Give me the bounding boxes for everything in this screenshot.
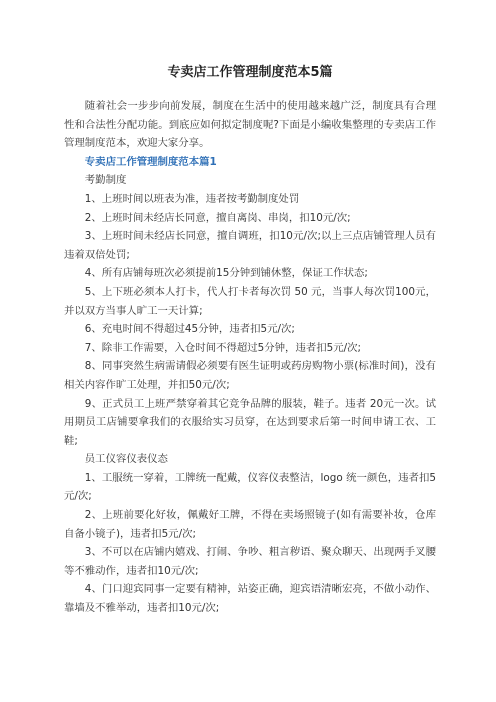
rule-item: 4、门口迎宾同事一定要有精神，站姿正确，迎宾语清晰宏亮，不做小动作、靠墙及不雅举动，违者扣10元/次; [64,583,436,615]
document-title: 专卖店工作管理制度范本5篇 [167,65,333,80]
rule-item: 8、同事突然生病需请假必须要有医生证明或药房购物小票(标准时间)，没有相关内容作旷工处理，并扣50元/次; [64,360,436,391]
rule-item: 7、除非工作需要，入仓时间不得超过5分钟，违者扣5元/次; [84,341,362,354]
section-heading-appearance: 员工仪容仪表仪态 [84,453,168,466]
rule-item: 1、工服统一穿着，工牌统一配戴，仪容仪表整洁，logo 统一颜色，违者扣5元/次; [64,471,436,503]
intro-paragraph: 随着社会一步步向前发展，制度在生活中的使用越来越广泛，制度具有合理性和合法性分配功能。到底应如何拟定制度呢?下面是小编收集整理的专卖店工作管理制度范本，欢迎大家分享。 [64,100,436,150]
rule-item: 3、上班时间未经店长同意，擅自调班，扣10元/次;以上三点店铺管理人员有违着双倍处罚; [64,230,436,261]
rule-item: 2、上班前要化好妆，佩戴好工牌，不得在卖场照镜子(如有需要补妆，仓库自备小镜子)，违者扣5元/次; [64,509,436,540]
section-heading-attendance: 考勤制度 [84,174,127,187]
rule-item: 5、上下班必须本人打卡，代人打卡者每次罚 50 元，当事人每次罚100元，并以双方当事人旷工一天计算; [64,285,436,317]
subheading: 专卖店工作管理制度范本篇1 [84,155,217,168]
rule-item: 2、上班时间未经店长同意，擅自离岗、串岗，扣10元/次; [84,211,351,224]
rule-item: 3、不可以在店铺内嬉戏、打闹、争吵、粗言秽语、聚众聊天、出现两手叉腰等不雅动作，违者扣10元/次; [64,546,436,577]
rule-item: 1、上班时间以班表为准，违者按考勤制度处罚 [84,192,300,205]
rule-item: 6、充电时间不得超过45分钟，违者扣5元/次; [84,323,295,336]
rule-item: 9、正式员工上班严禁穿着其它竞争品牌的服装，鞋子。违者 20元一次。试用期员工店铺要拿我们的衣服给实习员穿，在达到要求后第一时间申请工衣、工鞋; [64,397,436,447]
rule-item: 4、所有店铺每班次必须提前15分钟到铺休整，保证工作状态; [84,267,368,280]
